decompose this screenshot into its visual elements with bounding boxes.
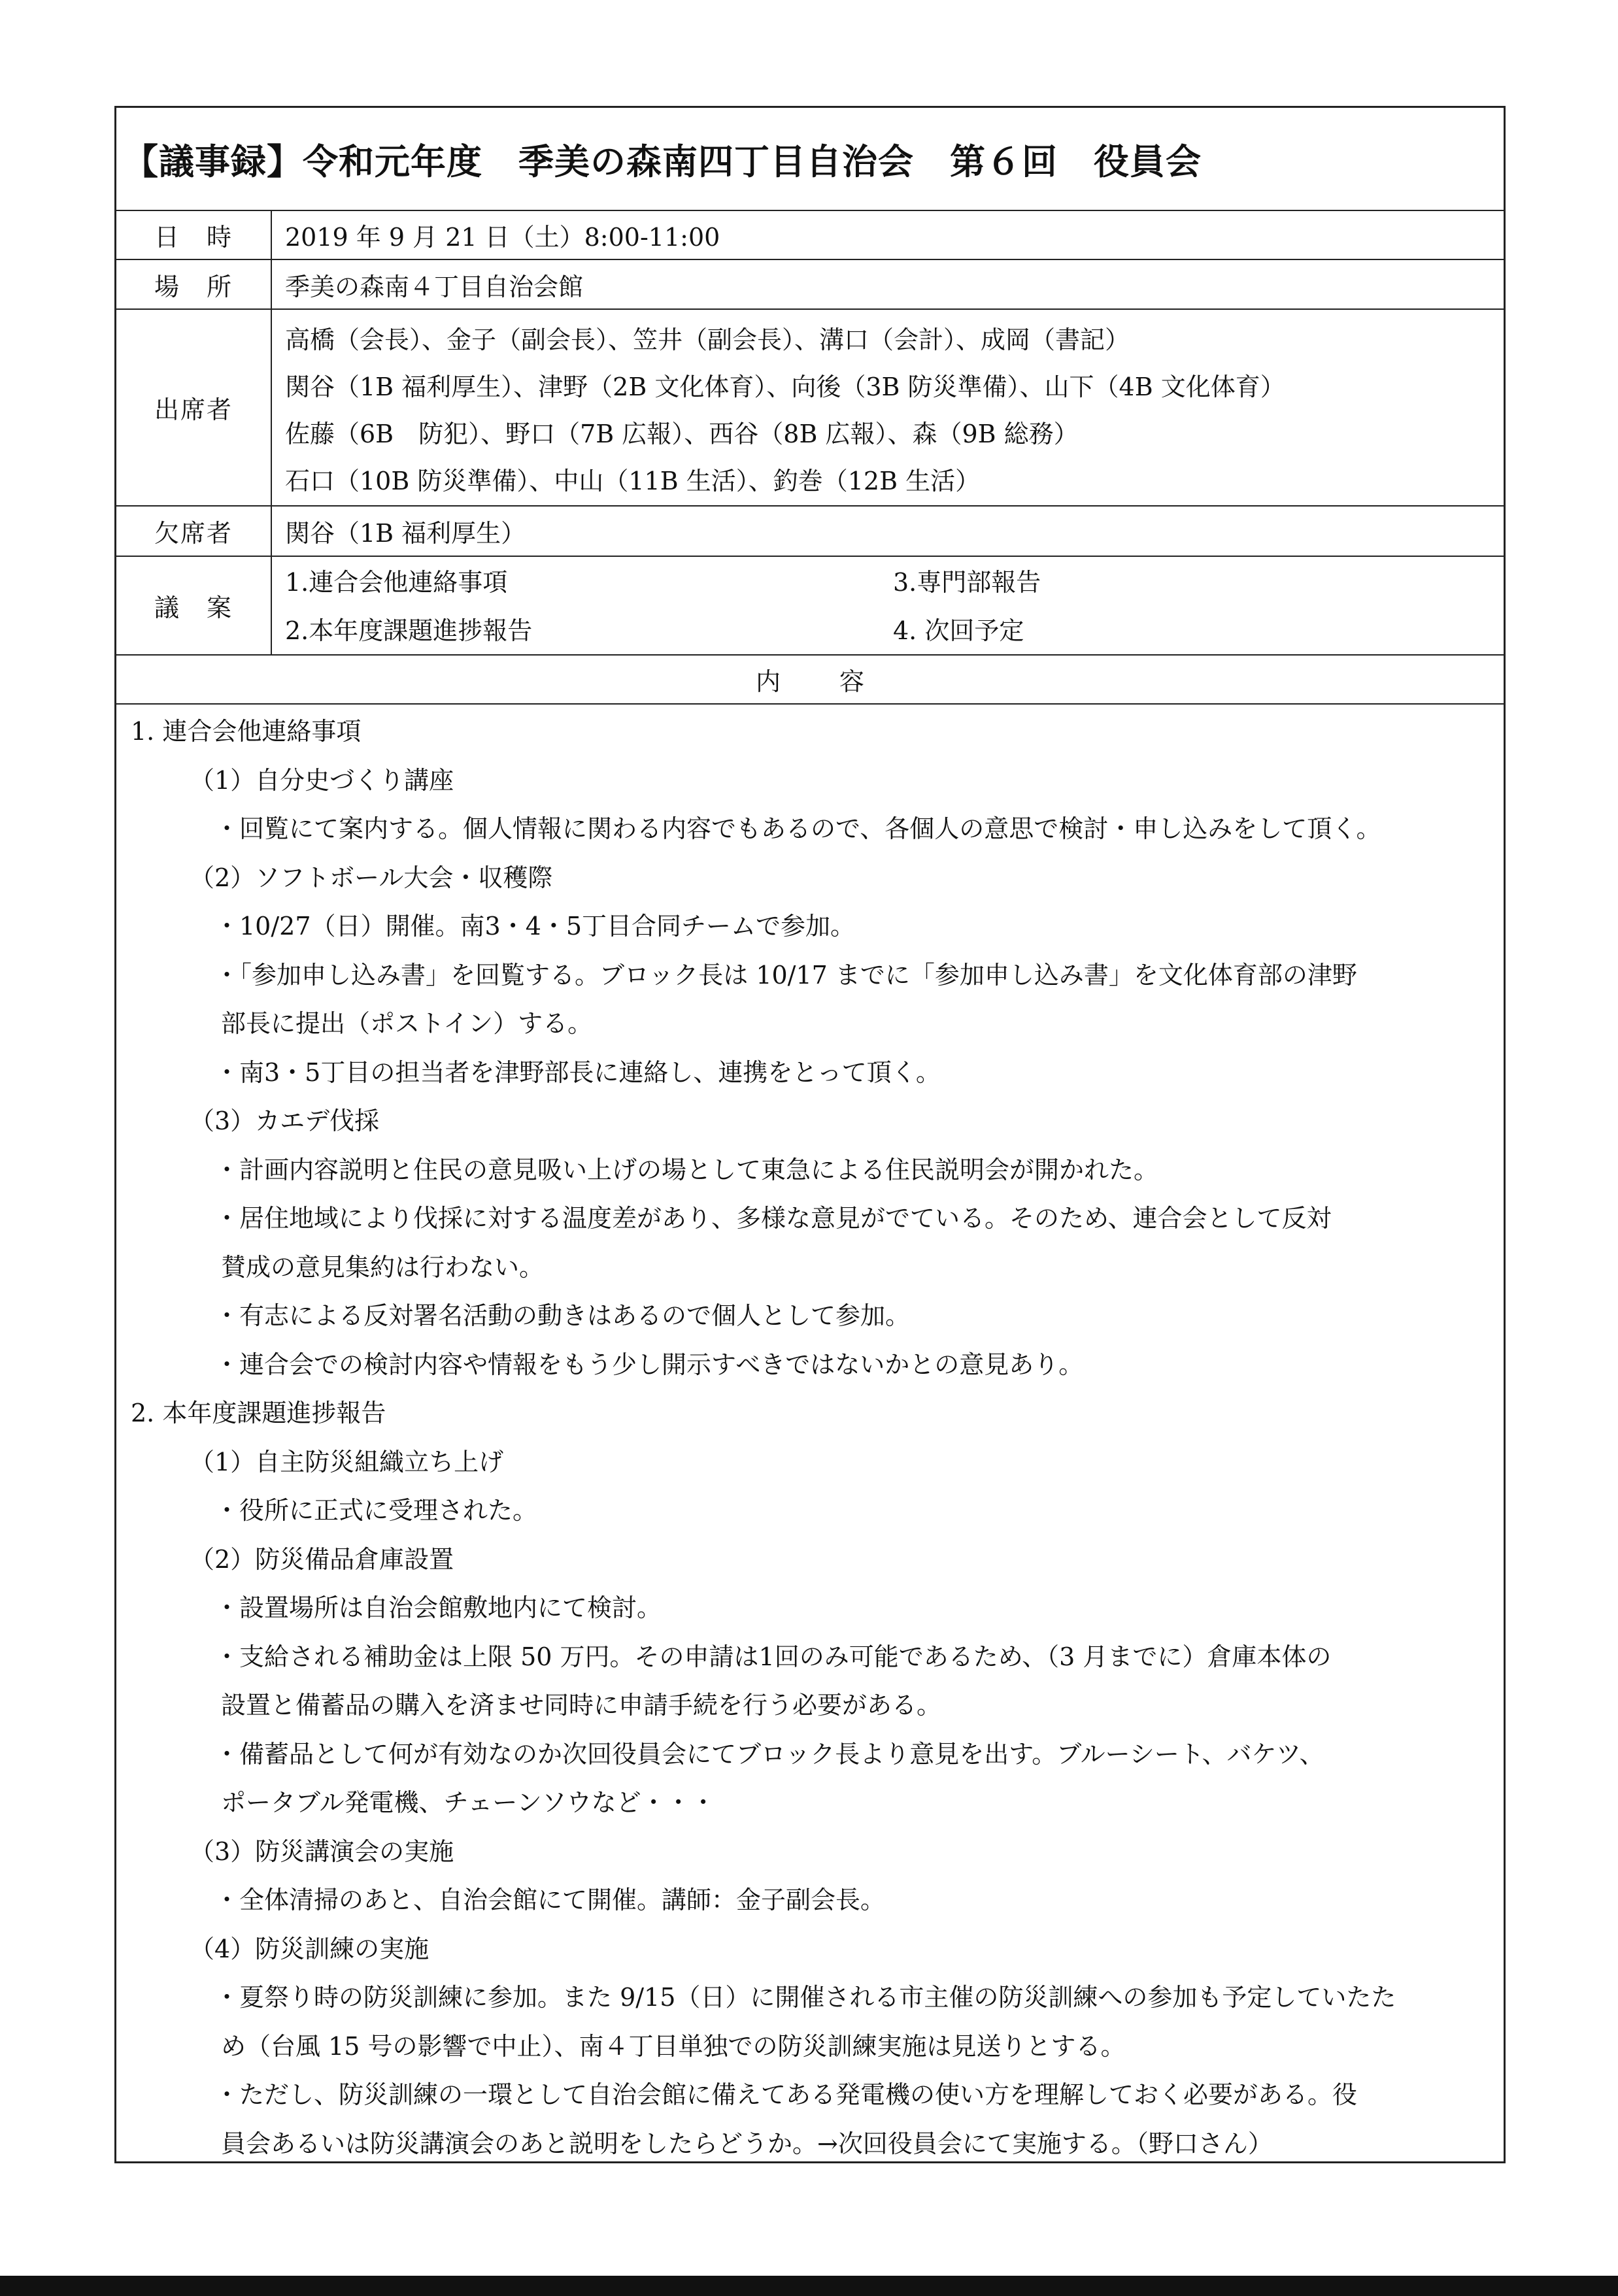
subsection-heading: （2）ソフトボール大会・収穫際 — [190, 863, 553, 892]
subsection-heading: （3）カエデ伐採 — [190, 1106, 380, 1135]
minutes-line: ・支給される補助金は上限 50 万円。その申請は1回のみ可能であるため、（3 月までに）倉庫本体の — [214, 1642, 1332, 1671]
absent-label: 欠席者 — [116, 507, 272, 556]
attendees-list — [272, 310, 1504, 505]
agenda-row — [116, 557, 1504, 656]
minutes-document — [114, 106, 1506, 2163]
minutes-line: ・備蓄品として何が有効なのか次回役員会にてブロック長より意見を出す。ブルーシート、バケツ、 — [214, 1739, 1324, 1769]
minutes-line: ・有志による反対署名活動の動きはあるので個人として参加。 — [214, 1301, 911, 1330]
minutes-line: 設置と備蓄品の購入を済ませ同時に申請手続を行う必要がある。 — [221, 1691, 942, 1720]
minutes-line: ・回覧にて案内する。個人情報に関わる内容でもあるので、各個人の意思で検討・申し込みをして頂く。 — [214, 814, 1381, 843]
attendees-label: 出席者 — [116, 310, 272, 505]
agenda-list — [272, 557, 1504, 654]
minutes-line: ・連合会での検討内容や情報をもう少し開示すべきではないかとの意見あり。 — [214, 1350, 1084, 1379]
section-heading: 2. 本年度課題進捗報告 — [131, 1399, 386, 1427]
minutes-line: 員会あるいは防災講演会のあと説明をしたらどうか。→次回役員会にて実施する。（野口さん） — [221, 2129, 1273, 2158]
minutes-line: め（台風 15 号の影響で中止）、南４丁目単独での防災訓練実施は見送りとする。 — [221, 2031, 1126, 2061]
subsection-heading: （4）防災訓練の実施 — [190, 1934, 430, 1963]
absent-value: 関谷（1B 福利厚生） — [285, 519, 526, 548]
attendees-line: 関谷（1B 福利厚生）、津野（2B 文化体育）、向後（3B 防災準備）、山下（4B 文化体育） — [285, 373, 1285, 401]
attendees-line: 石口（10B 防災準備）、中山（11B 生活）、釣巻（12B 生活） — [285, 467, 981, 495]
minutes-line: ・「参加申し込み書」を回覧する。ブロック長は 10/17 までに「参加申し込み書」を文化体育部の津野 — [214, 960, 1357, 990]
agenda-item: 3.専門部報告 — [893, 568, 1041, 597]
minutes-line: ・全体清掃のあと、自治会館にて開催。講師：金子副会長。 — [214, 1886, 886, 1914]
attendees-line: 高橋（会長）、金子（副会長）、笠井（副会長）、溝口（会計）、成岡（書記） — [285, 325, 1130, 354]
minutes-line: ・ただし、防災訓練の一環として自治会館に備えてある発電機の使い方を理解しておく必要がある。役 — [214, 2080, 1358, 2109]
attendees-row — [116, 310, 1504, 507]
minutes-line: 部長に提出（ポストイン）する。 — [221, 1009, 593, 1038]
minutes-line: ・居住地域により伐採に対する温度差があり、多様な意見がでている。そのため、連合会として反対 — [214, 1204, 1332, 1233]
agenda-label: 議 案 — [116, 557, 272, 654]
minutes-line: ポータブル発電機、チェーンソウなど・・・ — [221, 1788, 716, 1817]
content-header: 内容 — [116, 656, 1504, 705]
subsection-heading: （1）自分史づくり講座 — [190, 765, 454, 795]
date-row — [116, 211, 1504, 260]
place-row — [116, 260, 1504, 310]
page-bottom-edge — [0, 2276, 1618, 2296]
minutes-line: ・計画内容説明と住民の意見吸い上げの場として東急による住民説明会が開かれた。 — [214, 1155, 1159, 1184]
minutes-line: ・設置場所は自治会館敷地内にて検討。 — [214, 1593, 662, 1622]
place-label: 場 所 — [116, 260, 272, 308]
minutes-line: ・南3・5丁目の担当者を津野部長に連絡し、連携をとって頂く。 — [214, 1057, 941, 1087]
agenda-item: 1.連合会他連絡事項 — [285, 568, 508, 597]
minutes-line: ・役所に正式に受理された。 — [214, 1496, 538, 1525]
agenda-item: 2.本年度課題進捗報告 — [285, 616, 533, 645]
section-heading: 1. 連合会他連絡事項 — [131, 717, 362, 746]
minutes-line: ・10/27（日）開催。南3・4・5丁目合同チームで参加。 — [214, 912, 856, 940]
place-value: 季美の森南４丁目自治会館 — [285, 272, 584, 301]
minutes-line: 賛成の意見集約は行わない。 — [221, 1252, 545, 1282]
subsection-heading: （3）防災講演会の実施 — [190, 1837, 454, 1866]
subsection-heading: （2）防災備品倉庫設置 — [190, 1544, 454, 1574]
document-title: 【議事録】令和元年度 季美の森南四丁目自治会 第６回 役員会 — [116, 108, 1504, 211]
minutes-line: ・夏祭り時の防災訓練に参加。また 9/15（日）に開催される市主催の防災訓練への参加も予定していたた — [214, 1983, 1396, 2012]
subsection-heading: （1）自主防災組織立ち上げ — [190, 1447, 504, 1476]
date-label: 日 時 — [116, 211, 272, 259]
attendees-line: 佐藤（6B 防犯）、野口（7B 広報）、西谷（8B 広報）、森（9B 総務） — [285, 420, 1079, 448]
date-value: 2019 年 9 月 21 日（土）8:00-11:00 — [285, 223, 720, 252]
absent-row — [116, 507, 1504, 557]
agenda-item: 4. 次回予定 — [893, 616, 1024, 645]
minutes-body — [116, 705, 1504, 2168]
